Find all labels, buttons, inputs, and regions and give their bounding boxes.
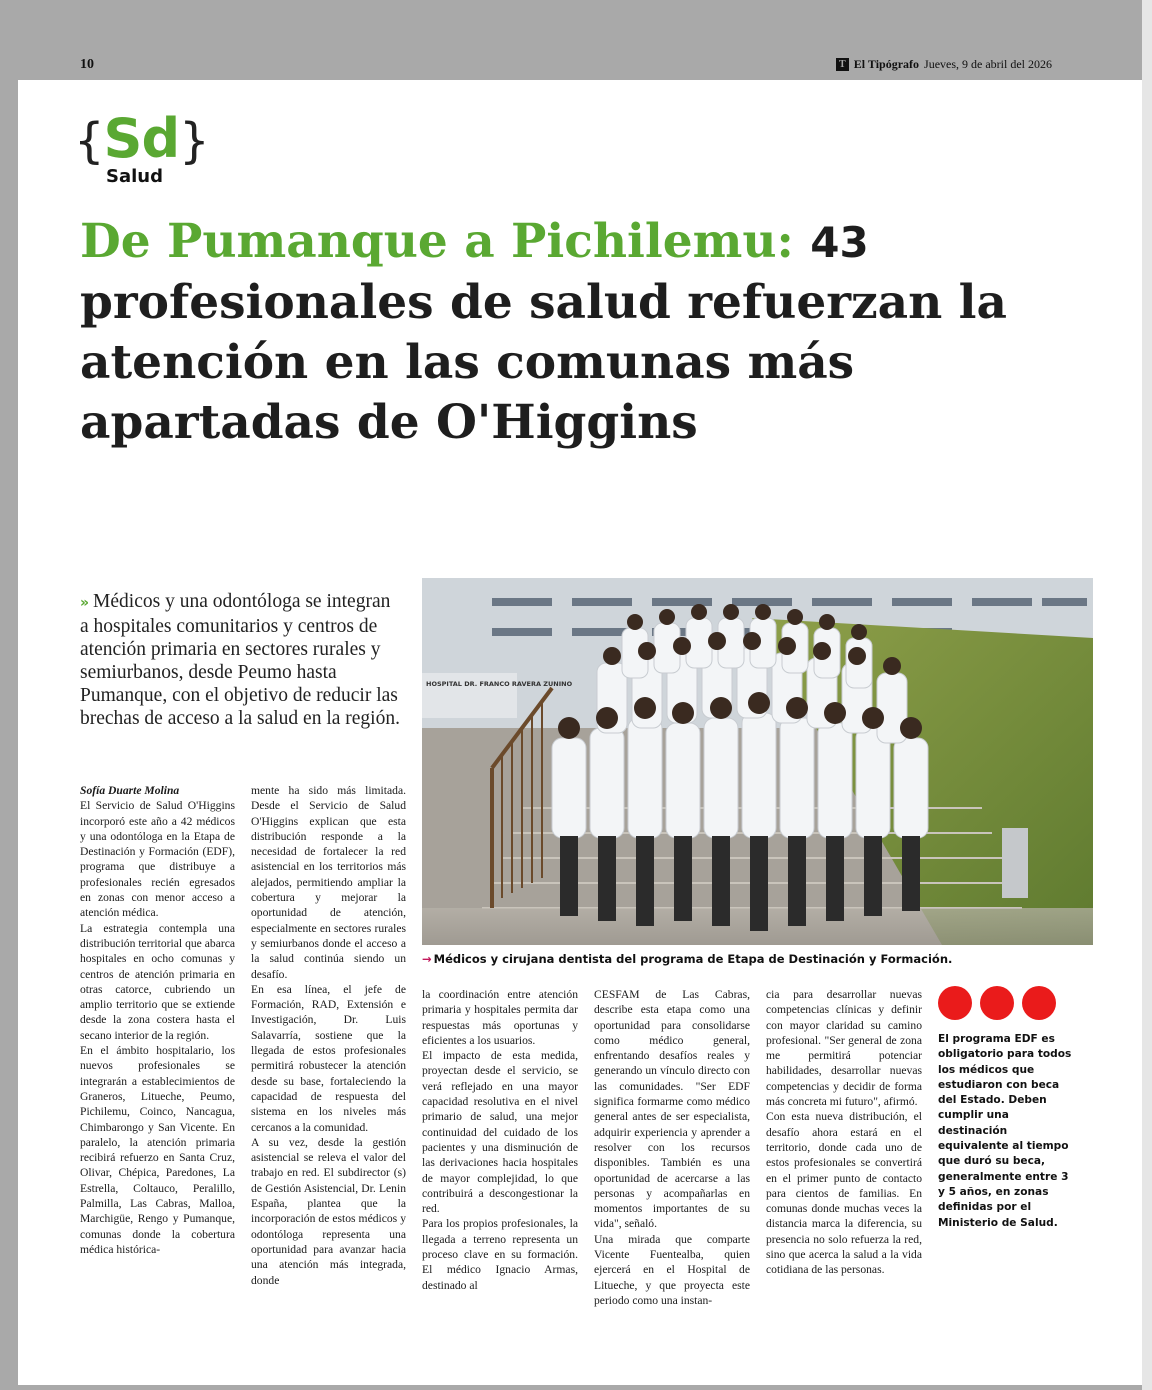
col3-paragraph-2: El impacto de esta medida, proyectan desde el servicio, se verá reflejado en una mayor capacidad resolutiva en el nivel primario de salud, una mejor continuidad del cuidado de los pacientes y una disminución de las derivaciones hacia hospitales de mayor complejidad, lo que contribuirá a descongestionar la red. [422,1049,578,1216]
section-brace-close: } [179,113,209,169]
section-logo [74,107,209,187]
caption-arrow-icon: → [422,952,432,966]
page-header [0,0,1152,80]
headline [80,212,1080,453]
newspaper-logo-icon: T [836,58,849,71]
col2-paragraph-2: En esa línea, el jefe de Formación, RAD, Extensión e Investigación, Dr. Luis Salavarría, sostiene que la llegada de estos profesionales permitirá robustecer la atención desde su base, fortaleciendo la capacidad de respuesta del sistema en los niveles más cercanos a la comunidad. [251,982,406,1134]
newspaper-name: El Tipógrafo [853,57,920,71]
group-photo-illustration [422,578,1093,945]
col4-paragraph-2: Una mirada que comparte Vicente Fuentealba, quien ejercerá en el Hospital de Litueche, y que proyecta este periodo como una instan- [594,1232,750,1307]
red-dot-icon [980,986,1014,1020]
col4-paragraph-1: CESFAM de Las Cabras, describe esta etapa como una oportunidad para consolidarse como médico general, enfrentando desafíos reales y generando un vínculo directo con las comunidades. "Ser EDF significa formarme como médico general antes de ser especialista, adquirir experiencia y aprender a resolver con los recursos disponibles. También es una oportunidad de acercarse a las personas y acompañarlas en momentos importantes de su vida", señaló. [594,988,750,1231]
masthead [836,57,1052,72]
col1-paragraph-1: El Servicio de Salud O'Higgins incorporó este año a 42 médicos y una odontóloga en la Etapa de Destinación y Formación (EDF), programa que distribuye a profesionales recién egresados en zonas con menor acceso a atención médica. [80,799,235,920]
group-photo [422,578,1093,945]
headline-green-part: De Pumanque a Pichilemu: [80,214,794,269]
article-column-2 [251,783,406,1288]
col5-paragraph-1: cia para desarrollar nuevas competencias clínicas y definir con mayor claridad su camino profesional. "Ser general de zona me permitirá potenciar habilidades, desarrollar nuevas competencias y decidir de forma más concreta mi futuro", afirmó. [766,988,922,1109]
section-label: Salud [106,166,163,187]
col5-paragraph-2: Con esta nueva distribución, el desafío ahora estará en el territorio, donde cada uno de estos profesionales se convertirá en el primer punto de contacto para cientos de familias. En comunas donde muchas veces la distancia marca la diferencia, su presencia no solo refuerza la red, sino que acerca la salud a la vida cotidiana de las personas. [766,1110,922,1277]
article-column-3 [422,987,578,1293]
red-dot-icon [938,986,972,1020]
section-abbr: Sd [103,107,180,170]
sidebar-note: El programa EDF es obligatorio para todos los médicos que estudiaron con beca del Estado. Deben cumplir una destinación equivalente al tiempo que duró su beca, generalmente entre 3 y 5 años, en zonas definidas por el Ministerio de Salud. [938,1033,1072,1229]
headline-number: 43 [810,218,869,267]
col2-paragraph-1: mente ha sido más limitada. Desde el Servicio de Salud O'Higgins explican que esta distribución responde a la necesidad de fortalecer la red asistencial en los territorios más alejados, permitiendo ampliar la cobertura y mejorar la oportunidad de atención, especialmente en sectores rurales y semiurbanos donde el acceso a la salud continúa siendo un desafío. [251,784,406,981]
photo-caption [422,952,1093,966]
lead-paragraph [80,590,400,730]
headline-rest: profesionales de salud refuerzan la atención en las comunas más apartadas de O'Higgins [80,275,1007,450]
article-column-1 [80,783,235,1257]
lead-marker-icon: » [80,595,90,611]
col1-paragraph-3: En el ámbito hospitalario, los nuevos profesionales se integrarán a establecimientos de Graneros, Litueche, Peumo, Pichilemu, Coinco, Nancagua, Chimbarongo y San Vicente. En paralelo, la atención primaria recibirá refuerzo en Santa Cruz, Olivar, Chépica, Paredones, La Estrella, Coltauco, Peralillo, Palmilla, Las Cabras, Malloa, Marchigüe, Rengo y Pumanque, comunas donde la cobertura médica histórica- [80,1044,235,1256]
col3-paragraph-1: la coordinación entre atención primaria y hospitales permita dar respuestas más oportunas y eficientes a los usuarios. [422,988,578,1047]
issue-date: Jueves, 9 de abril del 2026 [924,57,1052,71]
sidebar-dots [938,986,1056,1020]
byline: Sofía Duarte Molina [80,784,180,797]
col3-paragraph-3: Para los propios profesionales, la llegada a terreno representa un proceso clave en su formación. El médico Ignacio Armas, destinado al [422,1217,578,1292]
page-number: 10 [80,57,94,72]
article-column-4 [594,987,750,1308]
lead-text: Médicos y una odontóloga se integran a hospitales comunitarios y centros de atención primaria en sectores rurales y semiurbanos, desde Peumo hasta Pumanque, con el objetivo de reducir las brechas de acceso a la salud en la región. [80,591,400,729]
page-edge [1142,0,1152,1390]
article-column-5 [766,987,922,1278]
caption-text: Médicos y cirujana dentista del programa de Etapa de Destinación y Formación. [433,952,953,966]
hospital-sign: HOSPITAL DR. FRANCO RAVERA ZUNINO [426,680,573,688]
section-brace-open: { [74,113,104,169]
col2-paragraph-3: A su vez, desde la gestión asistencial se releva el valor del trabajo en red. El subdirector (s) de Gestión Asistencial, Dr. Lenin España, plantea que la incorporación de estos médicos y odontóloga representa una oportunidad para avanzar hacia una atención más integrada, donde [251,1135,406,1287]
col1-paragraph-2: La estrategia contempla una distribución territorial que abarca hospitales en ocho comunas y centros de atención primaria en otras catorce, cubriendo un amplio territorio que se extiende desde la zona costera hasta el secano interior de la región. [80,921,235,1042]
red-dot-icon [1022,986,1056,1020]
